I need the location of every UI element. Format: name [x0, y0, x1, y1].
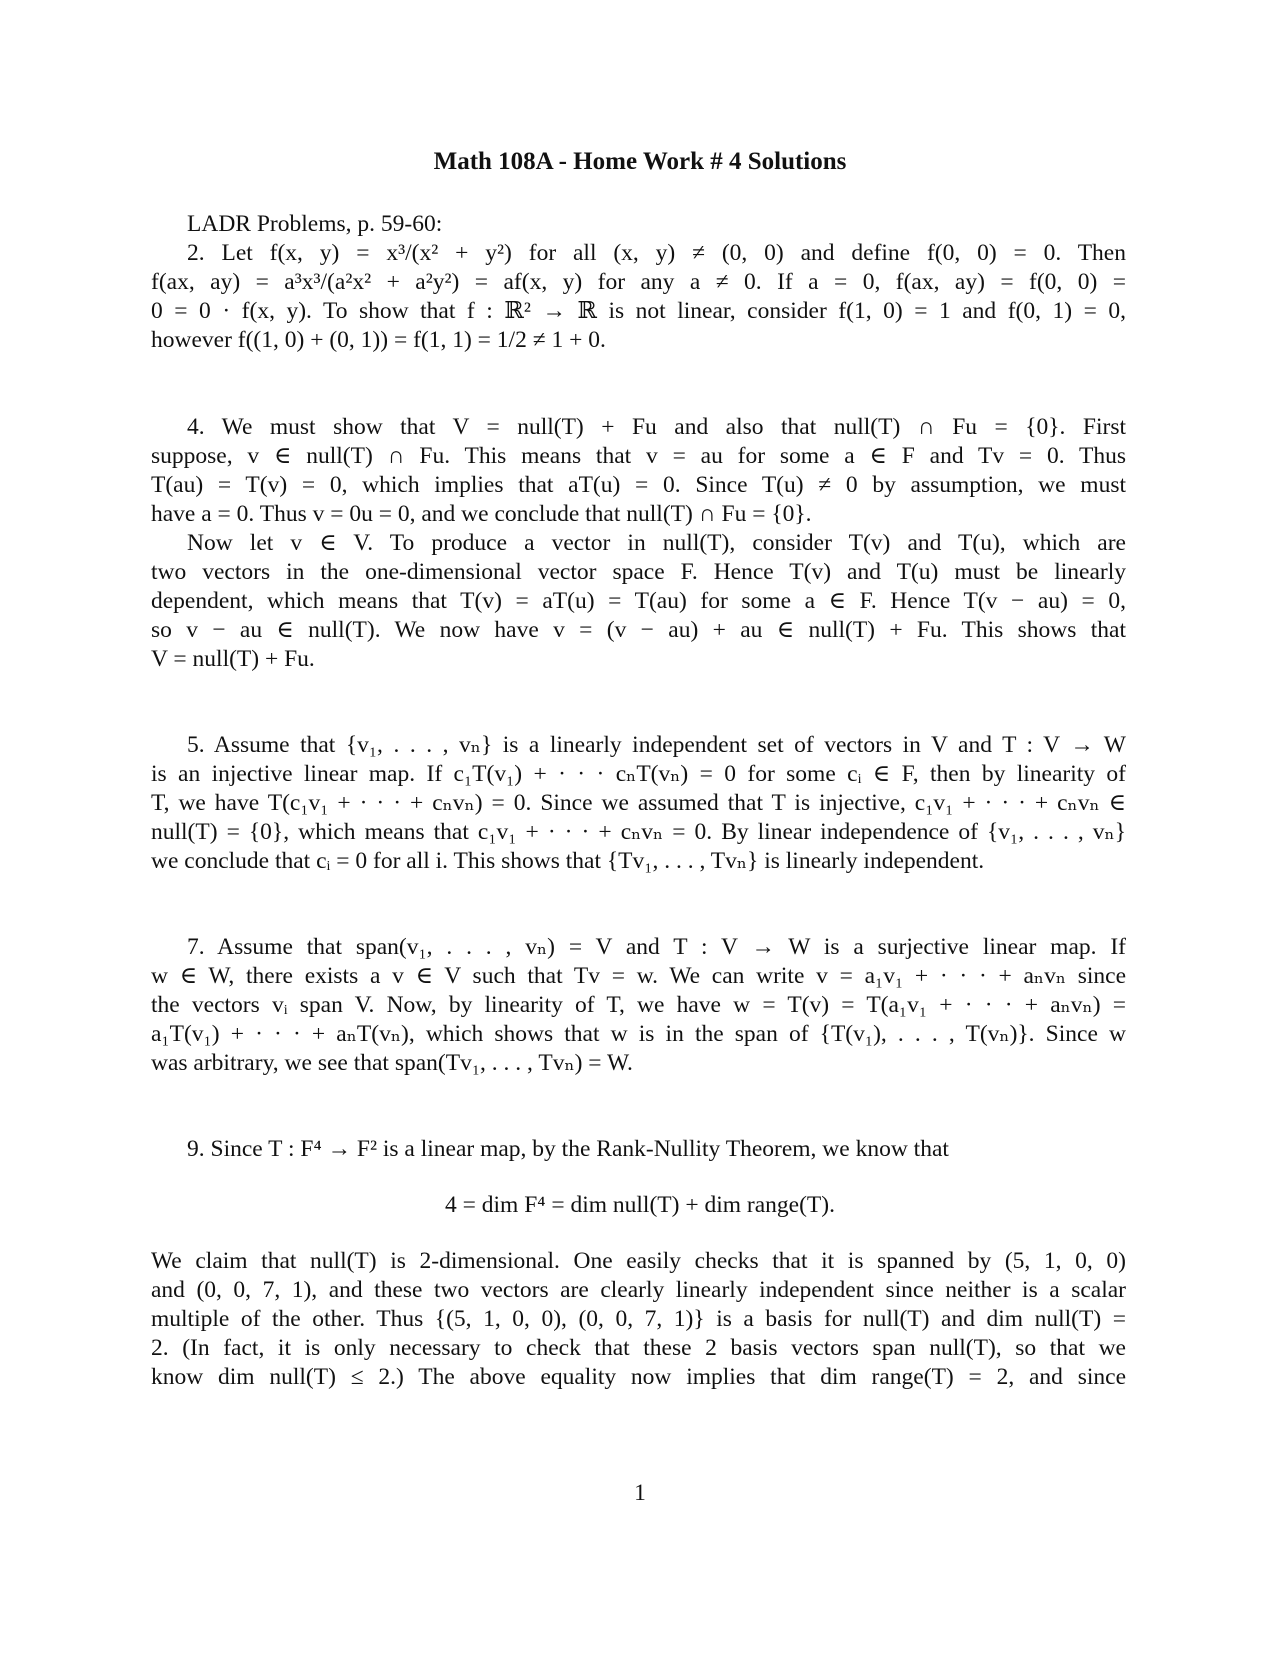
problem-7-line: was arbitrary, we see that span(Tv₁, . . . , Tvₙ) = W. [151, 1050, 633, 1076]
problem-4-line: Now let v ∈ V. To produce a vector in null(T), consider T(v) and T(u), which are [187, 530, 1126, 556]
problem-5-line: we conclude that cᵢ = 0 for all i. This shows that {Tv₁, . . . , Tvₙ} is linearly independent. [151, 848, 985, 874]
problem-2-line: f(ax, ay) = a³x³/(a²x² + a²y²) = af(x, y) for any a ≠ 0. If a = 0, f(ax, ay) = f(0, 0) = [151, 269, 1126, 295]
problem-7-line: 7. Assume that span(v₁, . . . , vₙ) = V and T : V → W is a surjective linear map. If [187, 934, 1126, 960]
problem-4-line: T(au) = T(v) = 0, which implies that aT(u) = 0. Since T(u) ≠ 0 by assumption, we must [151, 472, 1126, 498]
problem-7-line: w ∈ W, there exists a v ∈ V such that Tv = w. We can write v = a₁v₁ + · · · + aₙvₙ since [151, 963, 1126, 989]
page-number: 1 [634, 1480, 646, 1506]
problem-9-line: and (0, 0, 7, 1), and these two vectors are clearly linearly independent since neither is a scalar [151, 1277, 1126, 1303]
problem-2-line: however f((1, 0) + (0, 1)) = f(1, 1) = 1/2 ≠ 1 + 0. [151, 327, 606, 353]
intro-line: LADR Problems, p. 59-60: [187, 211, 443, 237]
problem-9-line: 2. (In fact, it is only necessary to check that these 2 basis vectors span null(T), so that we [151, 1335, 1126, 1361]
problem-4-line: two vectors in the one-dimensional vector space F. Hence T(v) and T(u) must be linearly [151, 559, 1126, 585]
problem-7-line: the vectors vᵢ span V. Now, by linearity of T, we have w = T(v) = T(a₁v₁ + · · · + aₙvₙ) = [151, 992, 1126, 1018]
problem-5-line: is an injective linear map. If c₁T(v₁) + · · · cₙT(vₙ) = 0 for some cᵢ ∈ F, then by linearity of [151, 761, 1126, 787]
rank-nullity-equation: 4 = dim F⁴ = dim null(T) + dim range(T). [445, 1192, 835, 1218]
problem-4-line: dependent, which means that T(v) = aT(u) = T(au) for some a ∈ F. Hence T(v − au) = 0, [151, 588, 1126, 614]
problem-9-line: multiple of the other. Thus {(5, 1, 0, 0), (0, 0, 7, 1)} is a basis for null(T) and dim null(T) = [151, 1306, 1126, 1332]
problem-9-line: know dim null(T) ≤ 2.) The above equality now implies that dim range(T) = 2, and since [151, 1364, 1126, 1390]
problem-5-line: 5. Assume that {v₁, . . . , vₙ} is a linearly independent set of vectors in V and T : V → W [187, 732, 1126, 758]
problem-9-intro: 9. Since T : F⁴ → F² is a linear map, by the Rank-Nullity Theorem, we know that [187, 1136, 949, 1162]
problem-2-line: 0 = 0 · f(x, y). To show that f : ℝ² → ℝ is not linear, consider f(1, 0) = 1 and f(0, 1) = 0, [151, 298, 1126, 324]
problem-4-line: V = null(T) + Fu. [151, 646, 315, 672]
problem-4-line: have a = 0. Thus v = 0u = 0, and we conclude that null(T) ∩ Fu = {0}. [151, 501, 812, 527]
problem-4-line: so v − au ∈ null(T). We now have v = (v − au) + au ∈ null(T) + Fu. This shows that [151, 617, 1126, 643]
problem-9-line: We claim that null(T) is 2-dimensional. One easily checks that it is spanned by (5, 1, 0, 0) [151, 1248, 1126, 1274]
problem-5-line: T, we have T(c₁v₁ + · · · + cₙvₙ) = 0. Since we assumed that T is injective, c₁v₁ + · · · + cₙvₙ ∈ [151, 790, 1126, 816]
problem-7-line: a₁T(v₁) + · · · + aₙT(vₙ), which shows that w is in the span of {T(v₁), . . . , T(vₙ)}. Since w [151, 1021, 1126, 1047]
problem-4-line: suppose, v ∈ null(T) ∩ Fu. This means that v = au for some a ∈ F and Tv = 0. Thus [151, 443, 1126, 469]
problem-4-line: 4. We must show that V = null(T) + Fu and also that null(T) ∩ Fu = {0}. First [187, 414, 1126, 440]
page-title: Math 108A - Home Work # 4 Solutions [433, 148, 847, 175]
problem-2-line: 2. Let f(x, y) = x³/(x² + y²) for all (x, y) ≠ (0, 0) and define f(0, 0) = 0. Then [187, 240, 1126, 266]
problem-5-line: null(T) = {0}, which means that c₁v₁ + · · · + cₙvₙ = 0. By linear independence of {v₁, . . . , vₙ} [151, 819, 1126, 845]
